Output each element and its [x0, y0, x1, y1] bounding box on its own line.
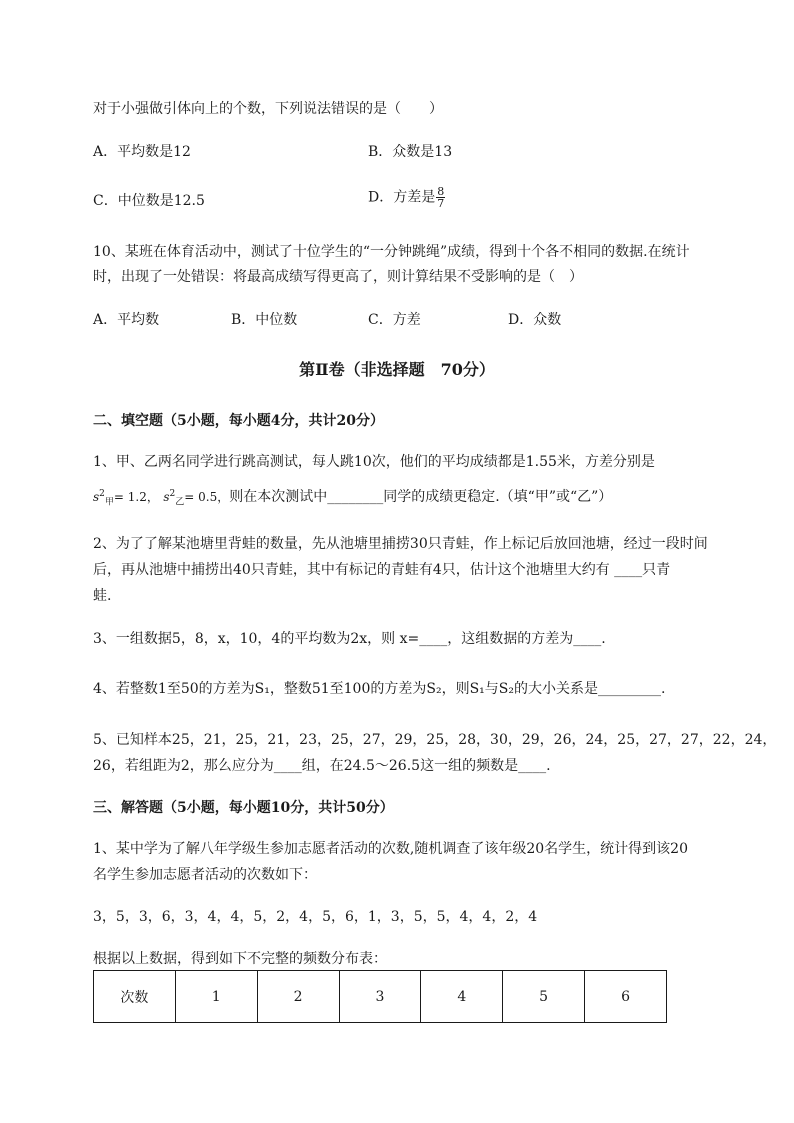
- table-cell: 3: [339, 971, 421, 1023]
- fill-q5-line-1: 5、已知样本25，21，25，21，23，25，27，29，25，28，30，29，26，24，25，27，27，22，24，: [93, 732, 777, 748]
- solve-data-line: 3，5，3，6，3，4，4，5，2，4，5，6，1，3，5，5，4，4，2，4: [93, 909, 538, 925]
- fraction-denominator: 7: [437, 197, 445, 210]
- q9-stem: 对于小强做引体向上的个数，下列说法错误的是（ ）: [93, 101, 443, 117]
- table-cell: 5: [503, 971, 585, 1023]
- solve-table-intro: 根据以上数据，得到如下不完整的频数分布表：: [93, 951, 387, 967]
- variance-subscript: 乙: [175, 497, 185, 508]
- q9-option-a: A．平均数是12: [93, 144, 191, 160]
- variance-exponent: 2: [169, 489, 176, 499]
- q10-option-b: B．中位数: [231, 312, 298, 328]
- fill-q4: 4、若整数1至50的方差为S₁，整数51至100的方差为S₂，则S₁与S₂的大小关系是_________.: [93, 681, 666, 697]
- variance-value: = 0.5，: [184, 490, 230, 504]
- fill-q2-line-1: 2、为了了解某池塘里背蛙的数量，先从池塘里捕捞30只青蛙，作上标记后放回池塘，经过一段时间: [93, 536, 708, 552]
- q9-option-c: C．中位数是12.5: [93, 193, 205, 209]
- fill-section-heading: 二、填空题（5小题，每小题4分，共计20分）: [93, 413, 384, 429]
- solve-q1-line-2: 名学生参加志愿者活动的次数如下：: [93, 867, 317, 883]
- fill-q5-line-2: 26，若组距为2，那么应分为____组，在24.5～26.5这一组的频数是____.: [93, 758, 551, 774]
- variance-letter: s: [163, 490, 170, 504]
- solve-q1-line-1: 1、某中学为了解八年学级生参加志愿者活动的次数,随机调查了该年级20名学生，统计得到该20: [93, 841, 688, 857]
- table-row: [94, 971, 667, 1023]
- q10-line-2: 时，出现了一处错误：将最高成绩写得更高了，则计算结果不受影响的是（ ）: [93, 269, 583, 285]
- variance-value: = 1.2，: [113, 490, 159, 504]
- variance-symbol: [93, 489, 114, 508]
- table-cell: 6: [585, 971, 667, 1023]
- q10-option-a: A．平均数: [93, 312, 160, 328]
- fill-q1-line-2-text: 则在本次测试中________同学的成绩更稳定.（填“甲”或“乙”）: [229, 489, 613, 505]
- q9-option-d: [368, 186, 445, 209]
- table-cell: 1: [175, 971, 257, 1023]
- q10-option-c: C．方差: [368, 312, 421, 328]
- fill-q1-line-2: [93, 485, 612, 511]
- q10-line-1: 10、某班在体育活动中，测试了十位学生的“一分钟跳绳”成绩，得到十个各不相同的数据.在统计: [93, 244, 690, 260]
- fill-q1-line-1: 1、甲、乙两名同学进行跳高测试，每人跳10次，他们的平均成绩都是1.55米，方差分别是: [93, 454, 655, 470]
- q9-option-d-label: D．方差是: [368, 189, 436, 206]
- frequency-table: [93, 970, 667, 1023]
- fill-q3: 3、一组数据5，8，x，10，4的平均数为2x，则 x=____，这组数据的方差为____.: [93, 631, 606, 647]
- table-cell: 4: [421, 971, 503, 1023]
- table-cell: 次数: [94, 971, 176, 1023]
- variance-subscript: 甲: [104, 497, 114, 508]
- variance-exponent: 2: [99, 489, 105, 499]
- fraction-numerator: 8: [437, 185, 445, 198]
- part2-title: 第Ⅱ卷（非选择题 70分）: [299, 360, 495, 379]
- fraction: [436, 186, 445, 209]
- variance-symbol: [163, 489, 185, 508]
- fill-q2-line-2: 后，再从池塘中捕捞出40只青蛙，其中有标记的青蛙有4只，估计这个池塘里大约有 ____只青: [93, 562, 671, 578]
- q10-option-d: D．众数: [508, 312, 562, 328]
- table-cell: 2: [257, 971, 339, 1023]
- q9-option-b: B．众数是13: [368, 144, 453, 160]
- solve-section-heading: 三、解答题（5小题，每小题10分，共计50分）: [93, 800, 394, 816]
- variance-letter: s: [93, 490, 100, 504]
- fill-q2-line-3: 蛙.: [93, 588, 112, 604]
